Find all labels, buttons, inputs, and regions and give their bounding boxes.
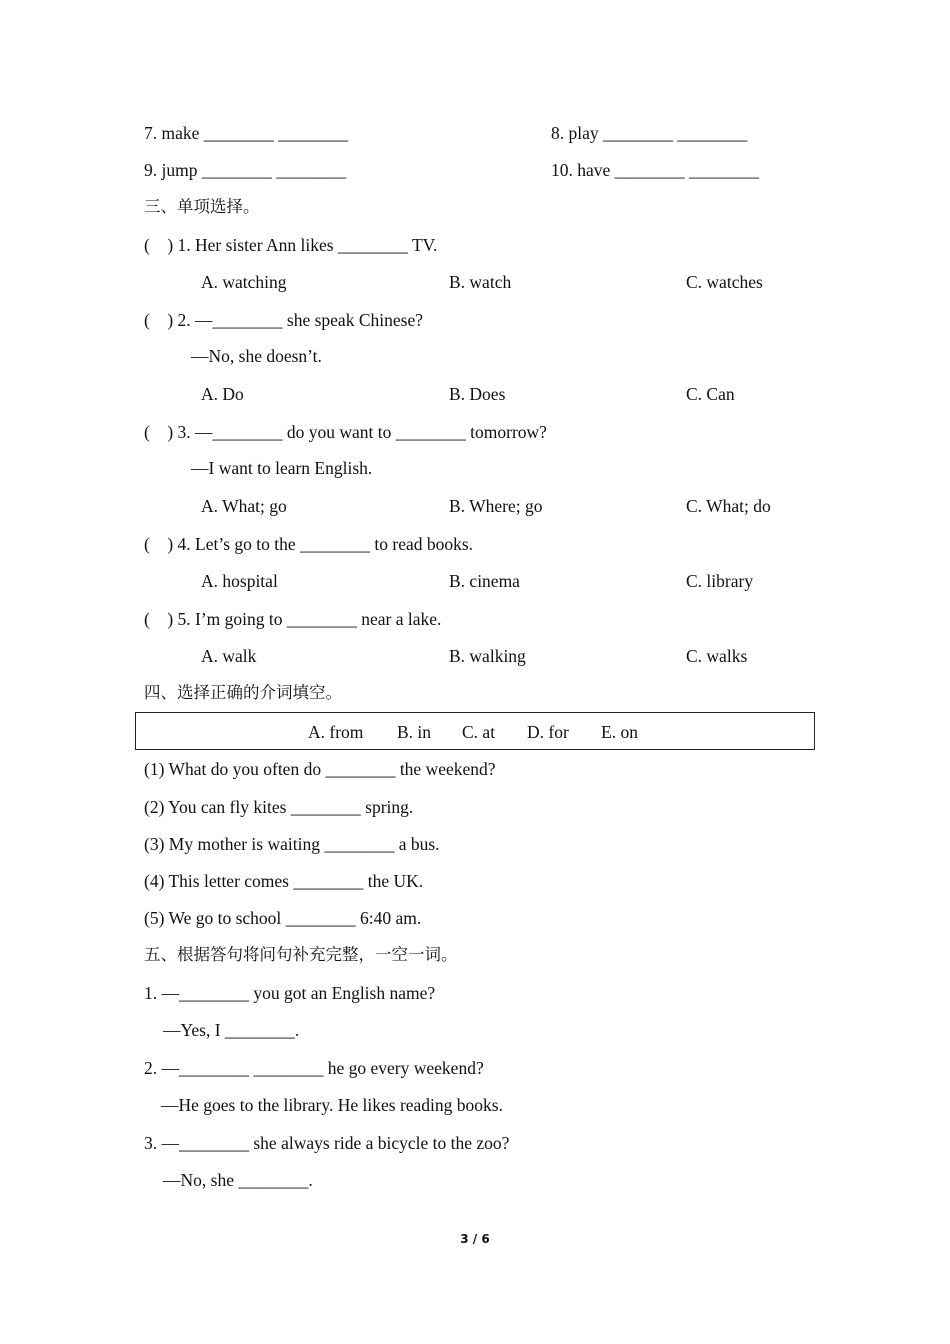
item-10: 10. have ________ ________	[551, 160, 760, 180]
item-8: 8. play ________ ________	[551, 123, 748, 143]
preposition-options-box	[135, 712, 815, 750]
preposition-option-e: E. on	[601, 722, 638, 742]
preposition-option-c: C. at	[462, 722, 496, 742]
section-3-heading: 三、单项选择。	[144, 197, 260, 216]
dialogue-question-2: 2. —________ ________ he go every weekend?	[144, 1058, 484, 1078]
preposition-option-a: A. from	[308, 722, 364, 742]
mc-question-3: ( ) 3. —________ do you want to ________ tomorrow?	[144, 422, 547, 442]
mc-q1-option-b: B. watch	[449, 272, 512, 292]
fill-sentence-1: (1) What do you often do ________ the weekend?	[144, 759, 496, 779]
mc-question-4: ( ) 4. Let’s go to the ________ to read books.	[144, 534, 474, 554]
fill-sentence-5: (5) We go to school ________ 6:40 am.	[144, 908, 422, 928]
mc-q1-option-c: C. watches	[686, 272, 763, 292]
page-number: 3 / 6	[460, 1232, 490, 1246]
fill-sentence-2: (2) You can fly kites ________ spring.	[144, 797, 414, 817]
dialogue-answer-2: —He goes to the library. He likes reading books.	[161, 1095, 503, 1115]
mc-q4-option-c: C. library	[686, 571, 754, 591]
mc-question-2: ( ) 2. —________ she speak Chinese?	[144, 310, 423, 330]
section-4-heading: 四、选择正确的介词填空。	[144, 683, 342, 702]
mc-q2-option-b: B. Does	[449, 384, 506, 404]
dialogue-answer-3: —No, she ________.	[163, 1170, 313, 1190]
mc-q2-option-c: C. Can	[686, 384, 735, 404]
mc-question-5: ( ) 5. I’m going to ________ near a lake.	[144, 609, 442, 629]
mc-q5-option-c: C. walks	[686, 646, 748, 666]
preposition-option-b: B. in	[397, 722, 432, 742]
mc-q5-option-a: A. walk	[201, 646, 257, 666]
preposition-option-d: D. for	[527, 722, 569, 742]
dialogue-question-1: 1. —________ you got an English name?	[144, 983, 436, 1003]
section-5-heading: 五、根据答句将问句补充完整，一空一词。	[144, 945, 458, 964]
mc-q3-answer-line: —I want to learn English.	[191, 458, 373, 478]
dialogue-answer-1: —Yes, I ________.	[163, 1020, 300, 1040]
mc-q2-option-a: A. Do	[201, 384, 244, 404]
item-7: 7. make ________ ________	[144, 123, 349, 143]
mc-q1-option-a: A. watching	[201, 272, 287, 292]
mc-q5-option-b: B. walking	[449, 646, 526, 666]
dialogue-question-3: 3. —________ she always ride a bicycle to the zoo?	[144, 1133, 510, 1153]
mc-q4-option-a: A. hospital	[201, 571, 278, 591]
fill-sentence-3: (3) My mother is waiting ________ a bus.	[144, 834, 440, 854]
mc-q2-answer-line: —No, she doesn’t.	[191, 346, 322, 366]
mc-q4-option-b: B. cinema	[449, 571, 520, 591]
fill-sentence-4: (4) This letter comes ________ the UK.	[144, 871, 424, 891]
mc-q3-option-a: A. What; go	[201, 496, 287, 516]
mc-question-1: ( ) 1. Her sister Ann likes ________ TV.	[144, 235, 438, 255]
item-9: 9. jump ________ ________	[144, 160, 347, 180]
mc-q3-option-c: C. What; do	[686, 496, 771, 516]
mc-q3-option-b: B. Where; go	[449, 496, 543, 516]
